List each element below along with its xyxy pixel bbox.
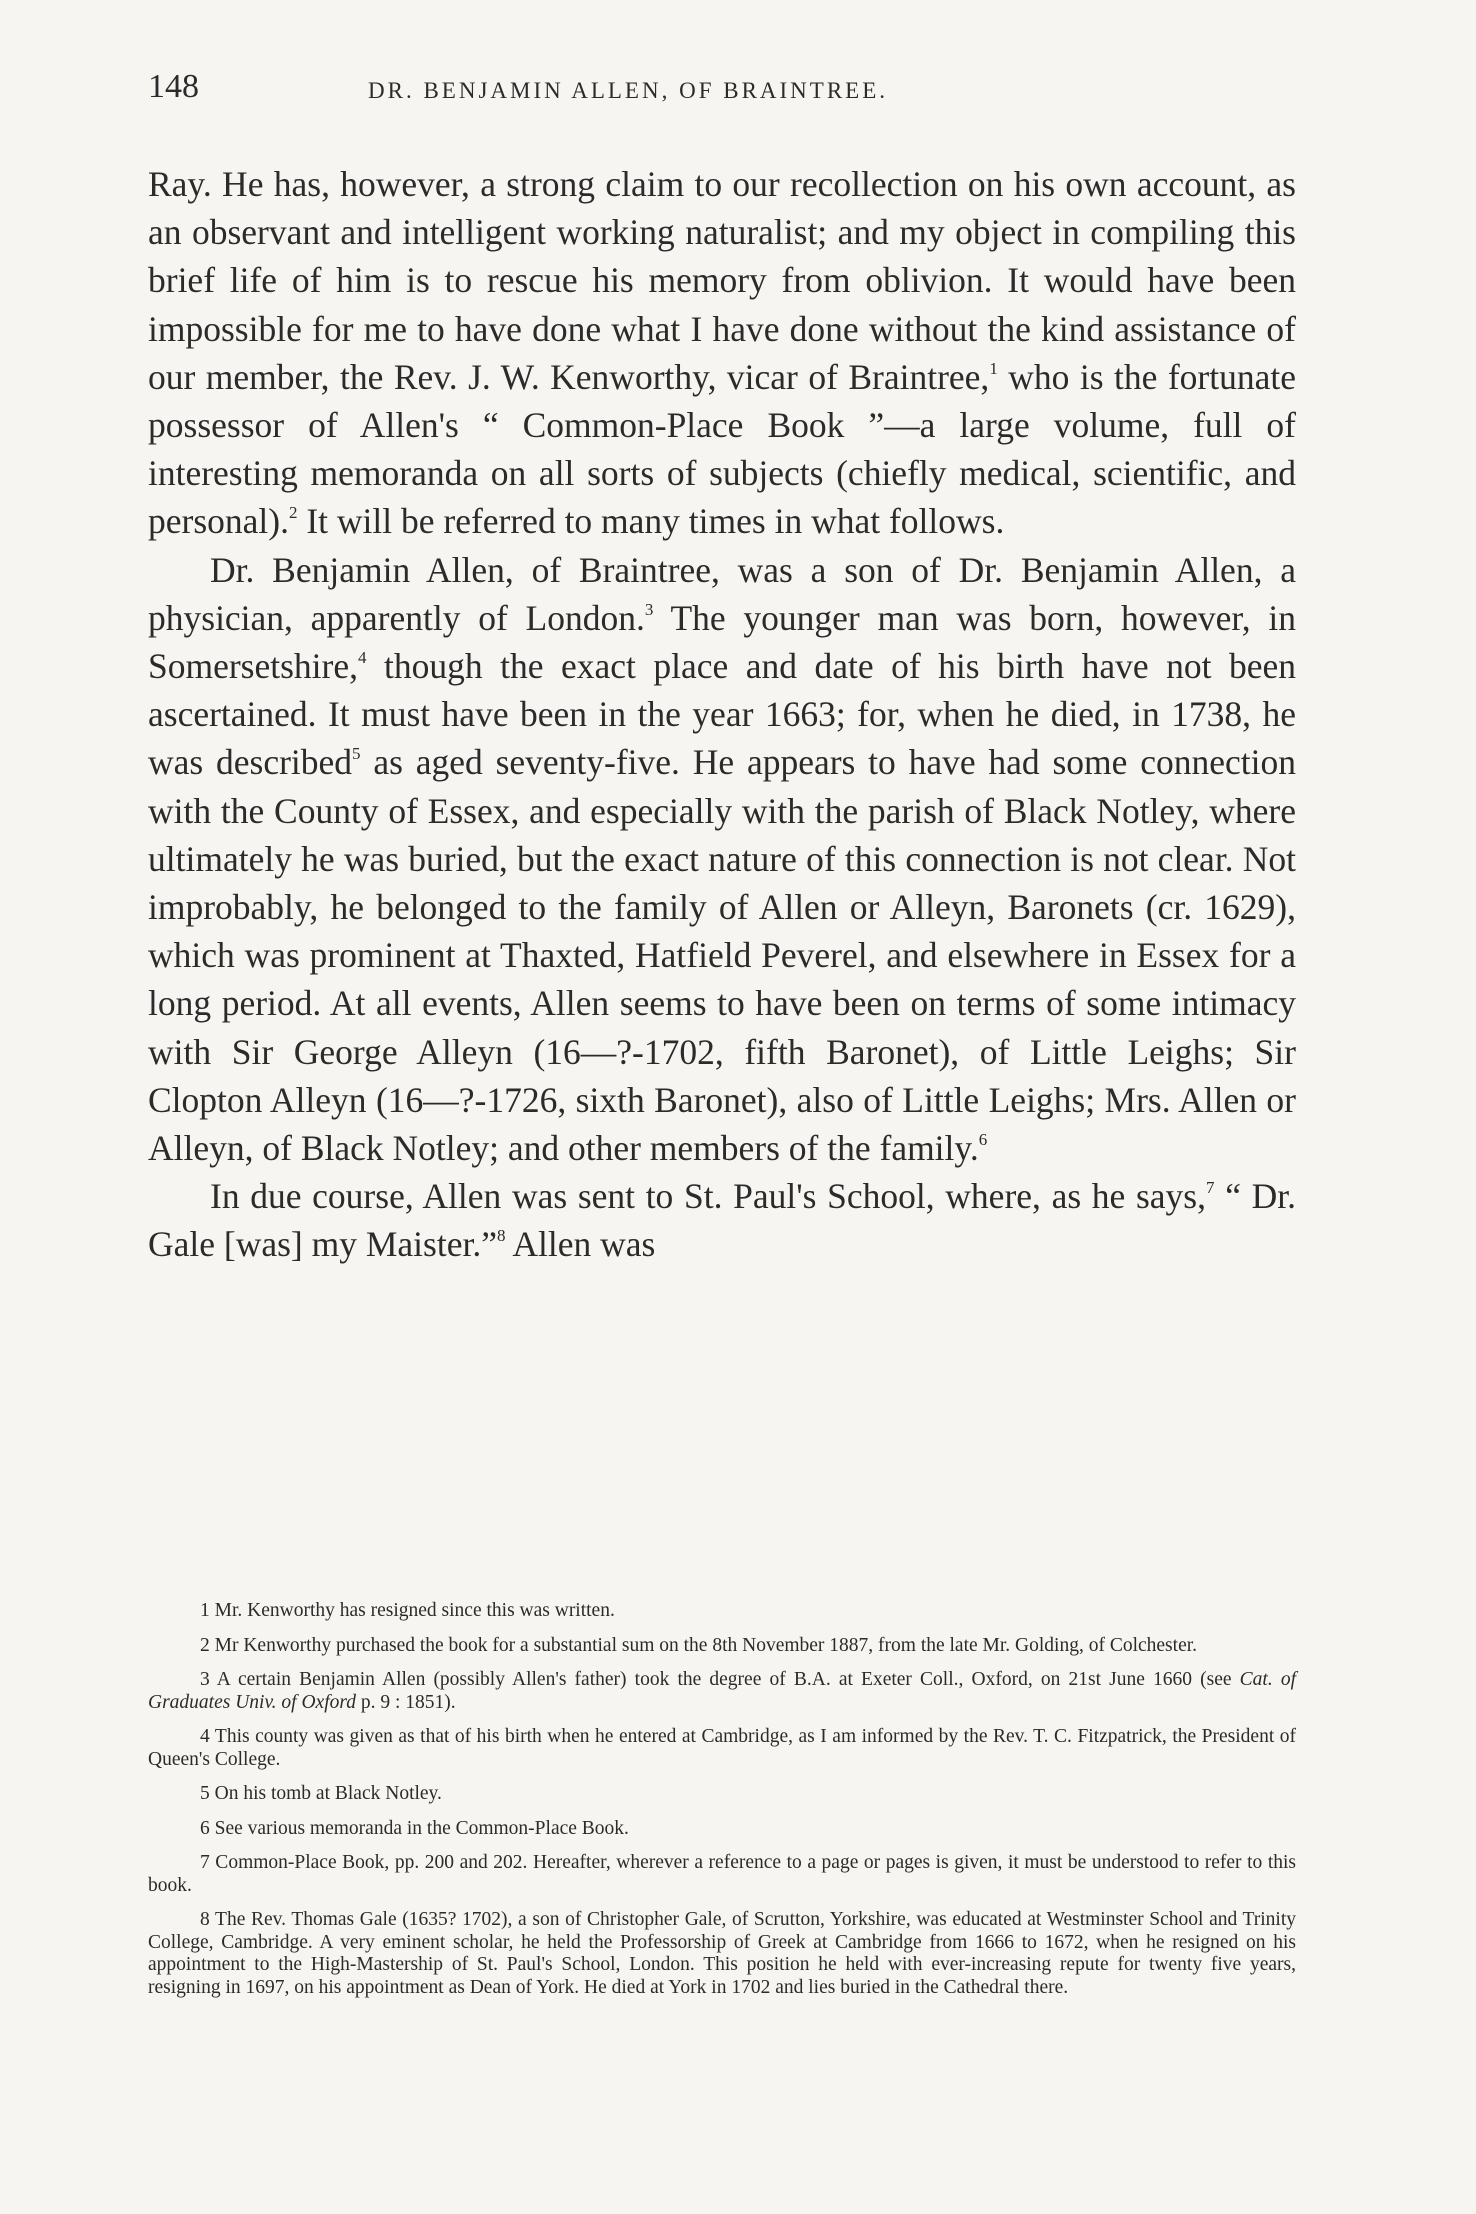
paragraph-1-text-3: It will be referred to many times in what follows.: [297, 501, 1005, 542]
footnote-ref-7: 7: [1206, 1178, 1215, 1198]
paragraph-2: [148, 546, 1296, 1173]
footnote-ref-8: 8: [496, 1226, 506, 1246]
footnote-ref-5: 5: [352, 744, 361, 764]
paragraph-1: [148, 160, 1296, 546]
paragraph-2-text-3: though the exact place and date of his birth have not been ascertained. It must have been in the year 1663; for, when he died, in 1738, he was described: [148, 646, 1296, 783]
footnote-3: [148, 1669, 1296, 1714]
footnote-4: 4 This county was given as that of his birth when he entered at Cambridge, as I am informed by the Rev. T. C. Fitzpatrick, the President of Queen's College.: [148, 1726, 1296, 1770]
paragraph-3: [148, 1172, 1296, 1268]
paragraph-1-text-2: who is the fortunate possessor of Allen's “ Common-Place Book ”—a large volume, full of interesting memoranda on all sorts of subjects (chiefly medical, scientific, and personal).: [148, 356, 1296, 542]
page-number: 148: [148, 68, 199, 105]
paragraph-2-text-4: as aged seventy-five. He appears to have had some connection with the County of Essex, and especially with the parish of Black Notley, where ultimately he was buried, but the exact nature of this connection is not clear. Not improbably, he belonged to the family of Allen or Alleyn, Baronets (cr. 1629), which was prominent at Thaxted, Hatfield Peverel, and elsewhere in Essex for a long period. At all events, Allen seems to have been on terms of some intimacy with Sir George Alleyn (16—?-1702, fifth Baronet), of Little Leighs; Sir Clopton Alleyn (16—?-1726, sixth Baronet), also of Little Leighs; Mrs. Allen or Alleyn, of Black Notley; and other members of the family.: [148, 742, 1296, 1169]
footnote-ref-6: 6: [978, 1130, 988, 1150]
paragraph-3-text-3: Allen was: [505, 1224, 656, 1265]
footnote-ref-4: 4: [358, 648, 367, 668]
running-head: DR. BENJAMIN ALLEN, OF BRAINTREE.: [368, 78, 889, 103]
paragraph-3-text-2: “ Dr. Gale [was] my Maister.”: [148, 1176, 1296, 1265]
paragraph-1-text: Ray. He has, however, a strong claim to our recollection on his own account, as an observant and intelligent working naturalist; and my object in compiling this brief life of him is to rescue his memory from oblivion. It would have been impossible for me to have done what I have done without the kind assistance of our member, the Rev. J. W. Kenworthy, vicar of Braintree,: [148, 164, 1296, 397]
page-header: [148, 68, 1298, 118]
footnote-7: 7 Common-Place Book, pp. 200 and 202. Hereafter, wherever a reference to a page or pages is given, it must be understood to refer to this book.: [148, 1852, 1296, 1896]
paragraph-2-text: Dr. Benjamin Allen, of Braintree, was a son of Dr. Benjamin Allen, a physician, apparently of London.: [148, 549, 1296, 638]
footnote-3-citation: Cat. of Graduates Univ. of Oxford: [148, 1669, 1296, 1713]
footnote-2: 2 Mr Kenworthy purchased the book for a substantial sum on the 8th November 1887, from the late Mr. Golding, of Colchester.: [200, 1634, 1198, 1656]
footnote-3-text-2: p. 9 : 1851).: [355, 1691, 456, 1713]
body-text: [148, 160, 1296, 1269]
footnote-5: 5 On his tomb at Black Notley.: [200, 1783, 442, 1804]
paragraph-2-text-2: The younger man was born, however, in Somersetshire,: [148, 597, 1296, 687]
footnote-ref-2: 2: [288, 503, 298, 523]
footnote-3-text: 3 A certain Benjamin Allen (possibly Allen's father) took the degree of B.A. at Exeter Coll., Oxford, on 21st June 1660 (see: [200, 1669, 1240, 1690]
paragraph-3-text: In due course, Allen was sent to St. Paul's School, where, as he says,: [210, 1176, 1207, 1217]
footnote-6: 6 See various memoranda in the Common-Place Book.: [200, 1817, 629, 1839]
footnotes: [148, 1600, 1296, 2011]
footnote-1: 1 Mr. Kenworthy has resigned since this was written.: [200, 1600, 615, 1621]
footnote-ref-3: 3: [644, 599, 654, 619]
footnote-8: 8 The Rev. Thomas Gale (1635? 1702), a son of Christopher Gale, of Scrutton, Yorkshire, was educated at Westminster School and Trinity College, Cambridge. A very eminent scholar, he held the Professorship of Greek at Cambridge from 1666 to 1672, when he resigned on his appointment to the High-Mastership of St. Paul's School, London. This position he held with ever-increasing repute for twenty five years, resigning in 1697, on his appointment as Dean of York. He died at York in 1702 and lies buried in the Cathedral there.: [148, 1909, 1296, 1998]
footnote-ref-1: 1: [989, 358, 998, 378]
